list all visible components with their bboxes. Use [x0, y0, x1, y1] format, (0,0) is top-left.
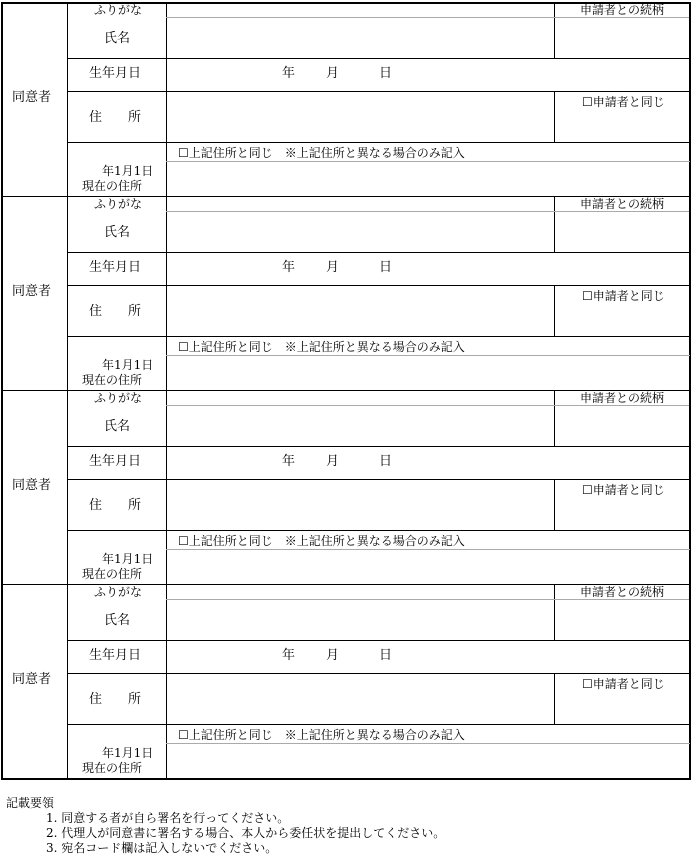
jan1-address-field[interactable]	[167, 356, 689, 389]
jan1-address-field[interactable]	[167, 550, 689, 583]
jan1-label-line1: 年1月1日	[102, 164, 154, 178]
name-field[interactable]	[167, 406, 554, 446]
furigana-label: ふりがな	[94, 3, 143, 17]
consent-block	[0, 584, 692, 778]
consent-block	[0, 390, 692, 584]
consent-block	[0, 196, 692, 390]
year-unit: 年	[282, 454, 296, 469]
same-as-above-checkbox[interactable]: ☐上記住所と同じ ※上記住所と異なる場合のみ記入	[178, 728, 465, 742]
name-label: 氏名	[104, 613, 131, 628]
address-label: 住 所	[89, 692, 142, 707]
consenter-label: 同意者	[12, 90, 52, 105]
same-as-above-checkbox[interactable]: ☐上記住所と同じ ※上記住所と異なる場合のみ記入	[178, 340, 465, 354]
relation-label: 申請者との続柄	[580, 197, 665, 211]
birthdate-label: 生年月日	[89, 648, 142, 663]
name-field[interactable]	[167, 600, 554, 640]
name-label: 氏名	[104, 225, 131, 240]
name-field[interactable]	[167, 212, 554, 252]
address-label: 住 所	[89, 304, 142, 319]
month-unit: 月	[326, 260, 340, 275]
relation-field[interactable]	[555, 18, 689, 58]
address-field[interactable]	[167, 674, 554, 724]
month-unit: 月	[326, 648, 340, 663]
jan1-label-line2: 現在の住所	[82, 761, 143, 775]
jan1-label-line1: 年1月1日	[102, 746, 154, 760]
day-unit: 日	[379, 260, 393, 275]
month-unit: 月	[326, 66, 340, 81]
relation-label: 申請者との続柄	[580, 3, 665, 17]
relation-label: 申請者との続柄	[580, 391, 665, 405]
consenter-label: 同意者	[12, 478, 52, 493]
jan1-label-line1: 年1月1日	[102, 552, 154, 566]
instruction-item-1: 1. 同意する者が自ら署名を行ってください。	[46, 811, 290, 825]
year-unit: 年	[282, 648, 296, 663]
day-unit: 日	[379, 66, 393, 81]
birthdate-label: 生年月日	[89, 260, 142, 275]
same-as-applicant-checkbox[interactable]: ☐申請者と同じ	[582, 95, 665, 109]
consenter-label: 同意者	[12, 284, 52, 299]
name-label: 氏名	[104, 419, 131, 434]
relation-field[interactable]	[555, 600, 689, 640]
jan1-address-field[interactable]	[167, 162, 689, 195]
jan1-label-line2: 現在の住所	[82, 373, 143, 387]
relation-label: 申請者との続柄	[580, 585, 665, 599]
address-label: 住 所	[89, 110, 142, 125]
furigana-label: ふりがな	[94, 585, 143, 599]
same-as-applicant-checkbox[interactable]: ☐申請者と同じ	[582, 289, 665, 303]
instructions	[6, 796, 445, 856]
instruction-item-2: 2. 代理人が同意書に署名する場合、本人から委任状を提出してください。	[46, 826, 446, 840]
address-field[interactable]	[167, 286, 554, 336]
furigana-label: ふりがな	[94, 391, 143, 405]
relation-field[interactable]	[555, 212, 689, 252]
table-bottom-border	[1, 778, 691, 780]
day-unit: 日	[379, 454, 393, 469]
instructions-heading: 記載要領	[6, 796, 55, 810]
same-as-applicant-checkbox[interactable]: ☐申請者と同じ	[582, 483, 665, 497]
same-as-above-checkbox[interactable]: ☐上記住所と同じ ※上記住所と異なる場合のみ記入	[178, 146, 465, 160]
consent-block	[0, 2, 692, 196]
name-label: 氏名	[104, 31, 131, 46]
jan1-label-line2: 現在の住所	[82, 567, 143, 581]
jan1-label-line2: 現在の住所	[82, 179, 143, 193]
name-field[interactable]	[167, 18, 554, 58]
furigana-label: ふりがな	[94, 197, 143, 211]
birthdate-label: 生年月日	[89, 454, 142, 469]
address-field[interactable]	[167, 480, 554, 530]
year-unit: 年	[282, 66, 296, 81]
relation-field[interactable]	[555, 406, 689, 446]
address-field[interactable]	[167, 92, 554, 142]
birthdate-label: 生年月日	[89, 66, 142, 81]
year-unit: 年	[282, 260, 296, 275]
same-as-above-checkbox[interactable]: ☐上記住所と同じ ※上記住所と異なる場合のみ記入	[178, 534, 465, 548]
same-as-applicant-checkbox[interactable]: ☐申請者と同じ	[582, 677, 665, 691]
address-label: 住 所	[89, 498, 142, 513]
month-unit: 月	[326, 454, 340, 469]
day-unit: 日	[379, 648, 393, 663]
jan1-label-line1: 年1月1日	[102, 358, 154, 372]
consenter-label: 同意者	[12, 672, 52, 687]
jan1-address-field[interactable]	[167, 744, 689, 777]
instruction-item-3: 3. 宛名コード欄は記入しないでください。	[46, 841, 278, 855]
